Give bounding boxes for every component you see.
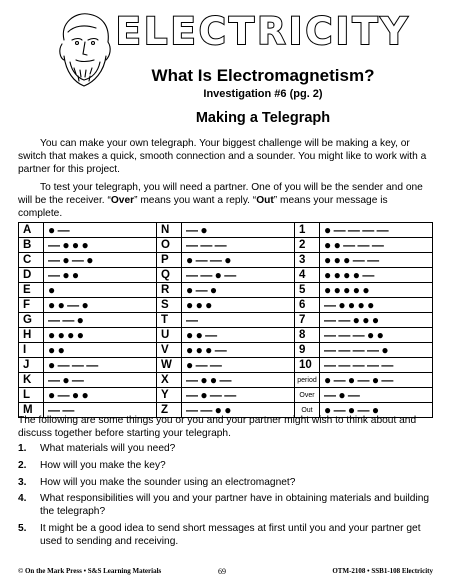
morse-code: ● — ● — ● — bbox=[320, 373, 433, 388]
morse-symbol: T bbox=[157, 313, 182, 328]
morse-symbol: O bbox=[157, 238, 182, 253]
morse-symbol: H bbox=[19, 328, 44, 343]
morse-symbol: J bbox=[19, 358, 44, 373]
morse-code: — — — — — bbox=[320, 358, 433, 373]
question-number: 2. bbox=[18, 459, 27, 471]
morse-table-row bbox=[19, 268, 433, 283]
morse-code: ● ● — ● bbox=[44, 298, 157, 313]
morse-table-row bbox=[19, 313, 433, 328]
morse-symbol: U bbox=[157, 328, 182, 343]
morse-code: ● ● bbox=[44, 343, 157, 358]
morse-code: — — ● bbox=[44, 313, 157, 328]
morse-symbol: G bbox=[19, 313, 44, 328]
question-number: 1. bbox=[18, 443, 27, 454]
morse-symbol: 8 bbox=[295, 328, 320, 343]
morse-table-row bbox=[19, 343, 433, 358]
morse-symbol: B bbox=[19, 238, 44, 253]
morse-table-row bbox=[19, 358, 433, 373]
morse-code: — ● — bbox=[44, 373, 157, 388]
question-number: 4. bbox=[18, 493, 27, 505]
morse-code: ● ● — bbox=[182, 328, 295, 343]
morse-code-table bbox=[18, 222, 433, 417]
morse-symbol: Out bbox=[295, 403, 320, 418]
morse-code: ● — — — bbox=[44, 358, 157, 373]
morse-table-row bbox=[19, 253, 433, 268]
morse-symbol: Y bbox=[157, 388, 182, 403]
morse-code: — ● ● ● ● bbox=[320, 298, 433, 313]
intro-paragraph-text: You can make your own telegraph. Your biggest challenge will be making a key, or switch that makes a quick, smooth connection and a sounder. You might like to work with a partner for this project. bbox=[18, 138, 427, 175]
question-text: It might be a good idea to send short messages at first until you and your partner get used to sending and receiving. bbox=[40, 522, 421, 547]
morse-symbol: I bbox=[19, 343, 44, 358]
morse-symbol: 7 bbox=[295, 313, 320, 328]
morse-code: — — ● ● bbox=[182, 403, 295, 418]
morse-symbol: A bbox=[19, 223, 44, 238]
morse-code: ● — ● — ● bbox=[320, 403, 433, 418]
morse-code: — ● ● ● bbox=[44, 238, 157, 253]
morse-symbol: R bbox=[157, 283, 182, 298]
morse-code: — — — — ● bbox=[320, 343, 433, 358]
morse-symbol: 2 bbox=[295, 238, 320, 253]
morse-code: — bbox=[182, 313, 295, 328]
morse-code: — ● ● bbox=[44, 268, 157, 283]
morse-code: ● — bbox=[44, 223, 157, 238]
test-paragraph-mid: ” means you want a reply. “ bbox=[134, 194, 257, 206]
morse-code: — — bbox=[44, 403, 157, 418]
morse-code: ● ● — — — bbox=[320, 238, 433, 253]
out-keyword: Out bbox=[256, 194, 274, 206]
investigation-label: Investigation #6 (pg. 2) bbox=[203, 88, 323, 100]
morse-code: ● bbox=[44, 283, 157, 298]
test-paragraph bbox=[18, 182, 433, 220]
morse-symbol: 9 bbox=[295, 343, 320, 358]
morse-code: ● — — — — bbox=[320, 223, 433, 238]
morse-code: ● — ● bbox=[182, 283, 295, 298]
question-text: How will you make the key? bbox=[40, 459, 166, 471]
morse-symbol: P bbox=[157, 253, 182, 268]
morse-code: ● — — ● bbox=[182, 253, 295, 268]
morse-code: — ● — — bbox=[182, 388, 295, 403]
morse-code: ● ● ● ● ● bbox=[320, 283, 433, 298]
morse-table-row bbox=[19, 373, 433, 388]
intro-paragraph bbox=[18, 138, 433, 176]
morse-symbol: 1 bbox=[295, 223, 320, 238]
morse-code: ● ● ● bbox=[182, 298, 295, 313]
morse-symbol: S bbox=[157, 298, 182, 313]
morse-code: — — ● ● ● bbox=[320, 313, 433, 328]
morse-symbol: Z bbox=[157, 403, 182, 418]
morse-table-row bbox=[19, 328, 433, 343]
morse-symbol: 4 bbox=[295, 268, 320, 283]
page-title: ELECTRICITY bbox=[115, 10, 411, 53]
morse-code: — ● bbox=[182, 223, 295, 238]
test-paragraph-post: ” means your message is complete. bbox=[18, 194, 388, 219]
footer-publisher: © On the Mark Press • S&S Learning Materials bbox=[18, 567, 162, 575]
morse-symbol: C bbox=[19, 253, 44, 268]
morse-code: ● ● ● — bbox=[182, 343, 295, 358]
morse-symbol: X bbox=[157, 373, 182, 388]
morse-table-row bbox=[19, 283, 433, 298]
question-text: What responsibilities will you and your partner have in obtaining materials and building the telegraph? bbox=[40, 493, 430, 518]
morse-code: ● ● ● — — bbox=[320, 253, 433, 268]
question-number: 5. bbox=[18, 522, 27, 534]
morse-symbol: Q bbox=[157, 268, 182, 283]
morse-symbol: V bbox=[157, 343, 182, 358]
morse-symbol: period bbox=[295, 373, 320, 388]
morse-code: — — — bbox=[182, 238, 295, 253]
question-item bbox=[18, 477, 433, 490]
section-title: Making a Telegraph bbox=[195, 110, 331, 126]
morse-symbol: W bbox=[157, 358, 182, 373]
morse-code: ● — — bbox=[182, 358, 295, 373]
question-item bbox=[18, 460, 433, 473]
question-item bbox=[18, 523, 433, 549]
morse-symbol: K bbox=[19, 373, 44, 388]
morse-symbol: Over bbox=[295, 388, 320, 403]
morse-code: — — ● — bbox=[182, 268, 295, 283]
morse-symbol: M bbox=[19, 403, 44, 418]
morse-symbol: 6 bbox=[295, 298, 320, 313]
questions-intro: The following are some things you or you and your partner might wish to think about and discuss together before starting your telegraph. bbox=[18, 415, 417, 439]
question-text: What materials will you need? bbox=[40, 443, 176, 454]
question-item bbox=[18, 493, 433, 519]
morse-code: — ● — bbox=[320, 388, 433, 403]
morse-symbol: D bbox=[19, 268, 44, 283]
question-text: How will you make the sounder using an electromagnet? bbox=[40, 476, 296, 488]
morse-code: — ● — ● bbox=[44, 253, 157, 268]
footer-page-number: 69 bbox=[218, 567, 226, 576]
morse-symbol: L bbox=[19, 388, 44, 403]
page-subtitle: What Is Electromagnetism? bbox=[151, 66, 375, 85]
morse-code: — — — ● ● bbox=[320, 328, 433, 343]
morse-code: — ● ● — bbox=[182, 373, 295, 388]
morse-code: ● ● ● ● bbox=[44, 328, 157, 343]
morse-code: ● ● ● ● — bbox=[320, 268, 433, 283]
morse-table-row bbox=[19, 223, 433, 238]
question-list bbox=[18, 443, 433, 553]
morse-code: ● — ● ● bbox=[44, 388, 157, 403]
morse-symbol: F bbox=[19, 298, 44, 313]
morse-table-row bbox=[19, 238, 433, 253]
test-paragraph-pre: To test your telegraph, you will need a partner. One of you will be the sender and one will be the receiver. “ bbox=[18, 182, 423, 206]
morse-symbol: E bbox=[19, 283, 44, 298]
morse-symbol: N bbox=[157, 223, 182, 238]
morse-table-row bbox=[19, 298, 433, 313]
footer-product-code: OTM-2108 • SSB1-108 Electricity bbox=[332, 567, 433, 575]
morse-symbol: 3 bbox=[295, 253, 320, 268]
question-number: 3. bbox=[18, 476, 27, 488]
over-keyword: Over bbox=[110, 194, 135, 206]
question-item bbox=[18, 443, 433, 456]
morse-symbol: 10 bbox=[295, 358, 320, 373]
morse-table-row bbox=[19, 388, 433, 403]
morse-symbol: 5 bbox=[295, 283, 320, 298]
